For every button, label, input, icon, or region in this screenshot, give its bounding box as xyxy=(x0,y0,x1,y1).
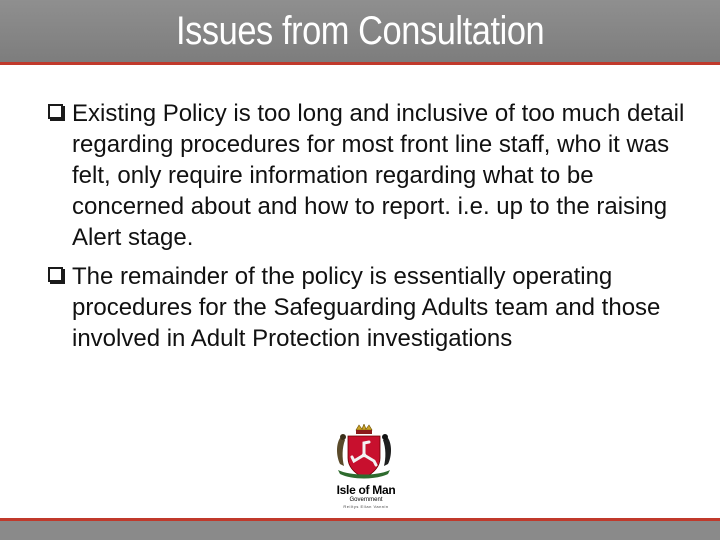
footer-bar xyxy=(0,521,720,540)
title-bar xyxy=(0,0,720,62)
square-bullet-icon xyxy=(48,267,63,282)
slide-title: Issues from Consultation xyxy=(175,8,545,53)
isle-of-man-crest-icon xyxy=(326,424,402,482)
square-bullet-icon xyxy=(48,104,63,119)
government-logo xyxy=(326,484,406,510)
logo-subtitle: Government xyxy=(349,497,383,503)
bullet-item xyxy=(48,98,708,253)
title-divider xyxy=(0,62,720,65)
bullet-list xyxy=(48,98,708,362)
bullet-text: Existing Policy is too long and inclusive of too much detail regarding procedures for most front line staff, who it was felt, only require information regarding what to be concerned about and how to report. i.e. up to the raising Alert stage. xyxy=(72,100,685,251)
bullet-item xyxy=(48,261,708,354)
logo-name: Isle of Man xyxy=(336,483,396,497)
bullet-text: The remainder of the policy is essentially operating procedures for the Safeguarding Adults team and those involved in Adult Protection investigations xyxy=(72,263,661,352)
logo-tagline: Reiltys Ellan Vannin xyxy=(343,504,389,509)
